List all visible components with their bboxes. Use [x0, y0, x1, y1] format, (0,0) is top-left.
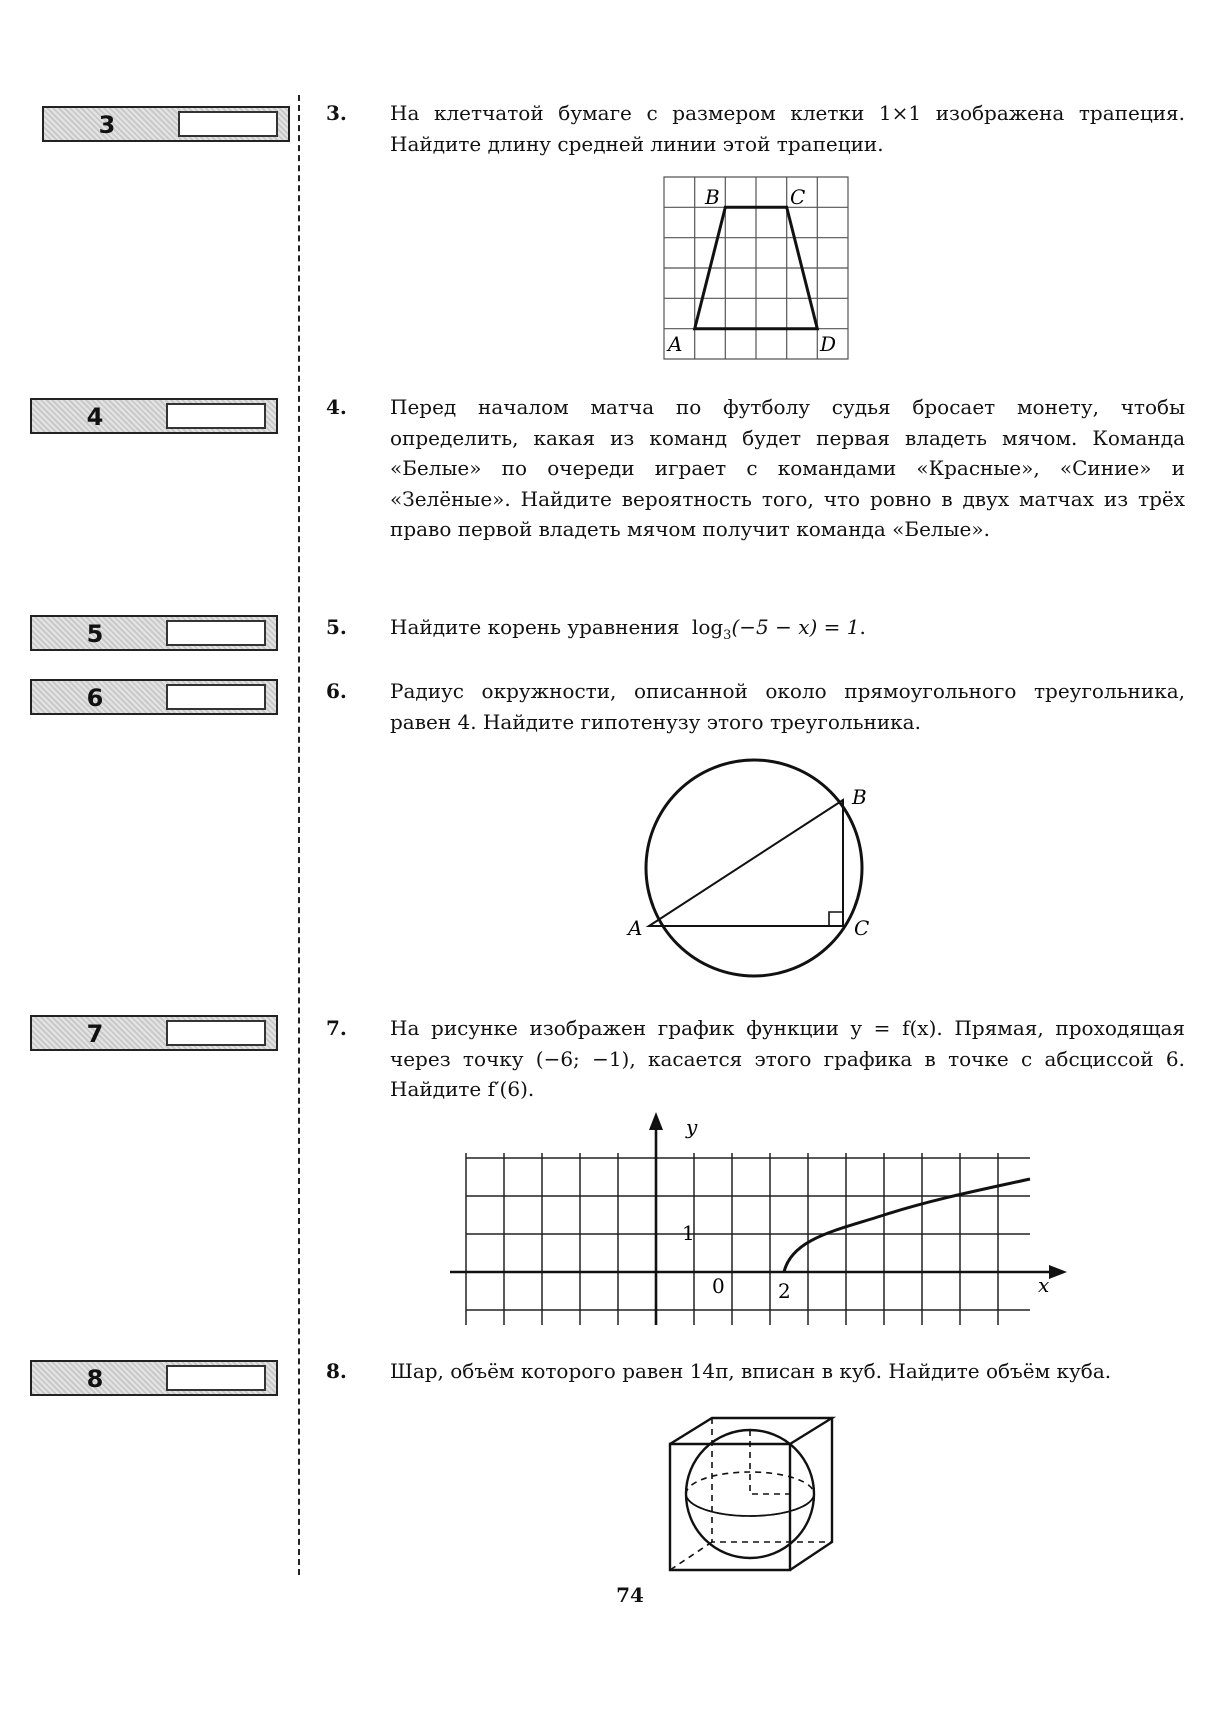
- log-argument: (−5 − x) = 1: [731, 615, 860, 639]
- vertex-label-c: C: [854, 916, 870, 940]
- answer-box-number: 3: [98, 111, 116, 139]
- task-number: 5.: [326, 615, 347, 639]
- task-text-prefix: Найдите корень уравнения: [390, 615, 680, 639]
- circumcircle: [646, 760, 862, 976]
- vertex-label-a: A: [628, 916, 643, 940]
- origin-label: 0: [712, 1274, 725, 1298]
- task-number: 7.: [326, 1016, 347, 1040]
- task-number: 4.: [326, 395, 347, 419]
- right-triangle: [649, 800, 843, 926]
- answer-field[interactable]: [166, 1020, 266, 1046]
- answer-box-5: [30, 615, 278, 651]
- task-number: 3.: [326, 101, 347, 125]
- answer-box-number: 4: [86, 403, 104, 431]
- x-tick-label: 2: [778, 1279, 791, 1303]
- trapezoid-figure: [660, 175, 850, 365]
- task-text: Шар, объём которого равен 14π, вписан в куб. Найдите объём куба.: [390, 1359, 1112, 1383]
- sentence-end: .: [859, 615, 866, 639]
- function-curve: [784, 1179, 1030, 1272]
- answer-box-8: [30, 1360, 278, 1396]
- task-text: На рисунке изображен график функции y = f(x). Прямая, проходящая через точку (−6; −1), касается этого графика в точке с абсциссой 6. Найдите f′(6).: [390, 1016, 1185, 1101]
- answer-box-number: 5: [86, 620, 104, 648]
- right-angle-mark: [829, 912, 843, 926]
- vertex-label-a: A: [668, 332, 683, 356]
- y-axis-label: y: [686, 1115, 698, 1139]
- answer-box-number: 7: [86, 1020, 104, 1048]
- circle-figure: [630, 770, 890, 990]
- task-number: 8.: [326, 1359, 347, 1383]
- answer-box-6: [30, 679, 278, 715]
- x-axis-label: x: [1038, 1273, 1050, 1297]
- page-number: 74: [616, 1583, 644, 1607]
- answer-field[interactable]: [166, 684, 266, 710]
- task-text: Радиус окружности, описанной около прямоугольного треугольника, равен 4. Найдите гипотенузу этого треугольника.: [390, 679, 1185, 734]
- vertex-label-c: C: [790, 185, 806, 209]
- y-tick-label: 1: [682, 1221, 695, 1245]
- task-number: 6.: [326, 679, 347, 703]
- inscribed-sphere: [686, 1430, 814, 1558]
- vertex-label-b: B: [852, 785, 867, 809]
- answer-box-number: 8: [86, 1365, 104, 1393]
- answer-field[interactable]: [166, 1365, 266, 1391]
- vertex-label-d: D: [820, 332, 837, 356]
- answer-box-3: [42, 106, 290, 142]
- task-text: Перед началом матча по футболу судья бросает монету, чтобы определить, какая из команд будет первая владеть мячом. Команда «Белые» по очереди играет с командами «Красные», «Синие» и «Зелёные». Найдите вероятность того, что ровно в двух матчах из трёх право первой владеть мячом получит команда «Белые».: [390, 395, 1185, 541]
- log-name: log: [691, 615, 724, 639]
- function-graph: [450, 1110, 1070, 1330]
- answer-box-7: [30, 1015, 278, 1051]
- log-subscript: 3: [723, 628, 732, 643]
- answer-field[interactable]: [166, 403, 266, 429]
- answer-box-4: [30, 398, 278, 434]
- vertex-label-b: B: [705, 185, 720, 209]
- log-expression: [691, 615, 866, 643]
- task-text: [390, 612, 1185, 652]
- answer-box-number: 6: [86, 684, 104, 712]
- answer-field[interactable]: [178, 111, 278, 137]
- cut-line: [298, 95, 300, 1575]
- task-text: На клетчатой бумаге с размером клетки 1×1 изображена трапеция. Найдите длину средней линии этой трапеции.: [390, 101, 1185, 156]
- sphere-in-cube-figure: [662, 1410, 852, 1580]
- answer-field[interactable]: [166, 620, 266, 646]
